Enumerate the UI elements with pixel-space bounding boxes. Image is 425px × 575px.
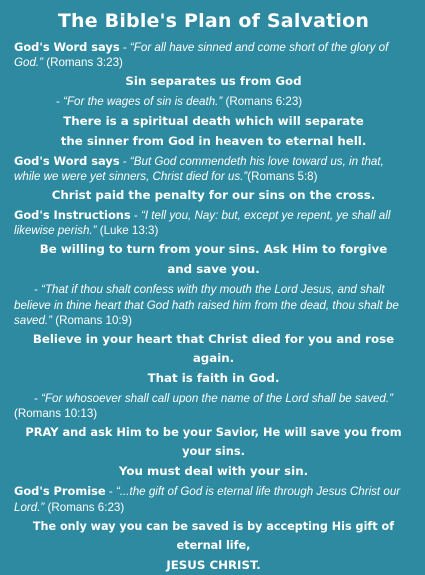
verse-romans-3-23 xyxy=(14,40,413,70)
verse-quote: “For all have sinned and come short of the glory of God.” xyxy=(14,41,389,70)
statement: and save you. xyxy=(167,262,260,277)
verse-ref: (Romans 6:23) xyxy=(222,95,303,109)
verse-sep: - xyxy=(105,485,116,499)
verse-romans-10-13 xyxy=(14,391,413,421)
statement: Believe in your heart that Christ died for you and rose again. xyxy=(32,332,395,366)
verse-quote: “That if thou shalt confess with thy mouth the Lord Jesus, and shalt believe in thine heart that God hath raised him from the dead, thou shalt be saved.” xyxy=(14,283,399,327)
verse-sep: - xyxy=(119,41,130,54)
verse-lead: God's Word says xyxy=(14,153,120,168)
statement: JESUS CHRIST. xyxy=(166,557,261,572)
verse-sep: - xyxy=(56,95,64,109)
statement: You must deal with your sin. xyxy=(118,464,309,479)
verse-ref: (Romans 10:13) xyxy=(14,407,98,421)
verse-romans-5-8 xyxy=(14,154,413,184)
verse-ref: (Romans 5:8) xyxy=(247,169,318,183)
verse-quote: “For whosoever shall call upon the name of the Lord shall be saved.” xyxy=(41,392,393,406)
verse-lead: God's Word says xyxy=(14,40,120,54)
statement: Christ paid the penalty for our sins on the cross. xyxy=(51,188,376,203)
verse-romans-6-23-gift xyxy=(14,484,413,514)
verse-ref: (Romans 6:23) xyxy=(44,500,125,514)
verse-lead: God's Instructions xyxy=(14,208,131,223)
statement: Be willing to turn from your sins. Ask Him to forgive xyxy=(39,242,388,257)
verse-romans-10-9 xyxy=(14,282,413,328)
statement: Sin separates us from God xyxy=(125,74,302,89)
verse-quote: “I tell you, Nay: but, except ye repent, ye shall all likewise perish.” xyxy=(14,209,391,238)
verse-ref: (Romans 3:23) xyxy=(43,56,123,70)
verse-lead: God's Promise xyxy=(14,484,106,499)
verse-quote: “For the wages of sin is death.” xyxy=(63,95,223,109)
verse-romans-6-23 xyxy=(14,94,413,109)
verse-ref: (Luke 13:3) xyxy=(96,224,159,238)
statement: The only way you can be saved is by accepting His gift of eternal life, xyxy=(32,519,395,552)
verse-quote: “But God commendeth his love toward us, in that, while we were yet sinners, Christ died for us.” xyxy=(14,154,384,183)
statement: That is faith in God. xyxy=(147,371,280,386)
verse-sep: - xyxy=(34,283,42,297)
verse-sep: - xyxy=(119,154,130,168)
verse-ref: (Romans 10:9) xyxy=(52,313,132,327)
page-title: The Bible's Plan of Salvation xyxy=(57,10,370,32)
statement: There is a spiritual death which will separate xyxy=(63,113,364,128)
verse-sep: - xyxy=(34,392,42,406)
statement: PRAY and ask Him to be your Savior, He will save you from your sins. xyxy=(25,425,402,459)
verse-luke-13-3 xyxy=(14,208,413,238)
statement: the sinner from God in heaven to eternal hell. xyxy=(60,133,367,148)
verse-sep: - xyxy=(130,209,141,223)
verse-quote: “...the gift of God is eternal life through Jesus Christ our Lord.” xyxy=(14,485,401,514)
